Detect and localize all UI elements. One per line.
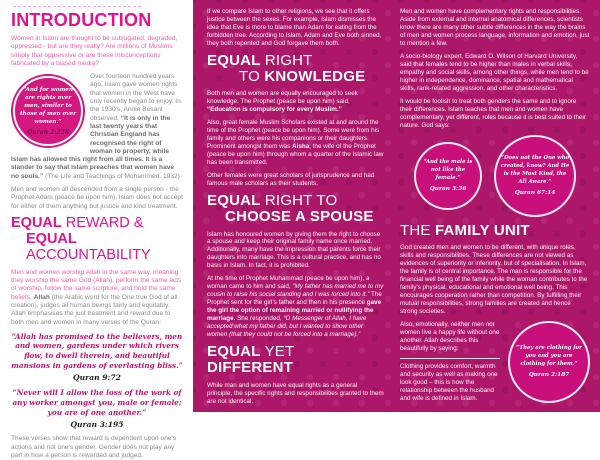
quote-reference: Quran 67:14 — [514, 190, 556, 197]
adam-paragraph: Men and women all descended from a single person - the Prophet Adam (peace be upon him). Islam does not accept for either of them anything but justice and kind treatment. — [11, 186, 183, 210]
quote-circles-row — [400, 135, 590, 217]
quote-reference: Quran 2:228 — [26, 129, 69, 137]
quote-circle-67-14 — [494, 135, 576, 217]
quote-circle-3-36 — [414, 142, 482, 210]
marriage-story-paragraph: At the time of Prophet Muhammad (peace be upon him), a woman came to him and said, “My father has married me to my cousin to raise his social standing and I was forced into it.” The Prophet sent for the girl's father and then in his presence gave the girl the option of remaining married or nullifying the marriage. She responded, “O Messenger of Allah, I have accepted what my father did, but I wanted to show other women (that they could not be forced into a marriage).” — [207, 275, 384, 339]
heading-line: EQUAL YET DIFFERENT — [207, 343, 295, 377]
middle-column — [193, 0, 393, 412]
spouse-choice-paragraph: Islam has honoured women by giving them the right to choose a spouse and keep their original family name once married. Additionally, many have the impression that parents force their daughters into marriage. This is a cultural practice, and has no basis in Islam. In fact, it is prohibited. — [207, 230, 381, 270]
quote-text: “And for women are rights over men, similar to those of men over women.” — [19, 86, 77, 126]
clothing-block — [400, 321, 590, 408]
right-column — [393, 0, 600, 412]
quote-text: “They are clothing for you and you are clothing for them.” — [516, 345, 582, 368]
intro-column — [0, 0, 193, 459]
heading-line: EQUAL ACCOUNTABILITY — [26, 230, 151, 263]
sociobiology-paragraph: A socio-biology expert, Edward O. Wilson of Harvard University, said that females tend to be higher than males in verbal skills, empathy and social skills, among other things, while men tend to be higher in independence, dominance, spatial and mathematical skills, rank-related aggression, and other characteristics. — [400, 52, 589, 92]
quote-text: “Does not the One who created, know? And He is the Most Kind, the All Aware.” — [500, 155, 570, 186]
quran-quote-9-72: “Allah has promised to the believers, men and women, gardens under which rivers flow, to dwell therein, and beautiful mansions in gardens of everlasting bliss.” — [11, 331, 183, 370]
equal-right-knowledge-heading — [207, 53, 384, 85]
quote-reference: Quran 2:187 — [528, 372, 570, 379]
quran-quote-3-195: “Never will I allow the loss of the work of any worker amongst you, male or female; you are of one another.” — [12, 388, 182, 417]
worship-paragraph: Men and women worship Allah in the same way, meaning they worship the same God (Allah), perform the same acts of worship, follow the same scripture, and hold the same beliefs. Allah (the Arabic word for the One true God of all creation), judges all human beings fairly and equitably. Allah emphasises the just treatment and reward due to both men and women in many verses of the Quran: — [11, 268, 182, 326]
pink-panel — [193, 0, 600, 412]
fold-mark — [13, 6, 141, 7]
choose-spouse-heading — [207, 193, 384, 225]
family-roles-paragraph: God created men and women to be different, with unique roles, skills and responsibilities. These differences are not viewed as evidences of superiority or inferiority, but of specialisation. In Islam, the family is of central importance. The man is responsible for the financial well being of the family while the woman contributes to the family's physical, educational and emotional well being. This encourages cooperation rather than competition. By fulfilling their mutual responsibilities, strong families are created and hence strong societies. — [400, 243, 588, 315]
heading-line: TO KNOWLEDGE — [239, 68, 366, 86]
heading-line: THE FAMILY UNIT — [400, 221, 530, 239]
intro-paragraph: Women in Islam are thought to be subjugated, degraded, oppressed - but are they really? Are millions of Muslims simply that oppressive or are these misconceptions fabricated by a biased media? — [11, 35, 178, 67]
heading-line: CHOOSE A SPOUSE — [225, 208, 374, 226]
heading-line: EQUAL RIGHT TO — [207, 192, 338, 210]
divider-rule — [400, 358, 500, 359]
quran-reference-3-195: Quran 3:195 — [70, 420, 124, 430]
family-unit-heading — [400, 223, 590, 239]
closing-paragraph: These verses show that reward is dependent upon one's actions and not one's gender. Gender does not play any part in how a person is rewarded and judged. — [11, 435, 177, 459]
quran-reference-9-72: Quran 9:72 — [73, 373, 121, 383]
equal-yet-different-heading — [207, 344, 384, 376]
history-block — [11, 73, 183, 181]
emotional-paragraph: Also, emotionally, neither men nor women live a happy life without one another. Allah describes this beautifully by saying: — [400, 320, 500, 352]
history-paragraph: Over fourteen hundred years ago, Islam gave women rights that women in the West have only recently began to enjoy. In the 1930's, Annie Besant observed, “It is only in the last twenty years that Christian England has recognised the right of woman to property, while Islam has allowed this right from all times. It is a slander to say that Islam preaches that women have no souls.” (The Life and Teachings of Mohammed, 1932) — [11, 73, 181, 180]
equal-reward-heading — [11, 216, 183, 264]
foolish-paragraph: It would be foolish to treat both genders the same and to ignore their differences. Islam teaches that men and women have complementary, yet different, roles because it is best suited to their nature. God says: — [400, 97, 586, 129]
complementary-paragraph: Men and women have complementary rights and responsibilities. Aside from external and internal anatomical differences, scientists know there are many other subtle differences in the way the brains of men and women process language, information and emotion, just to mention a few. — [400, 8, 590, 47]
quote-circle-2-187 — [508, 321, 590, 403]
heading-line: EQUAL REWARD & — [11, 214, 144, 231]
intro-title: INTRODUCTION — [11, 10, 152, 30]
education-paragraph: Both men and women are equally encouraged to seek knowledge. The Prophet (peace be upon him) said, “Education is compulsory for every Muslim.” — [207, 90, 358, 114]
female-scholars-paragraph: Other females were great scholars of jurisprudence and had famous male scholars as their students. — [207, 172, 375, 188]
clothing-text — [400, 321, 500, 408]
quote-text: “And the male is not like the female.” — [423, 159, 473, 182]
heading-line: EQUAL RIGHT — [207, 51, 313, 69]
compare-religions-paragraph: If we compare Islam to other religions, we see that it offers justice between the sexes. For example, Islam dismisses the idea that Eve is more to blame than Adam for eating from the forbidden tree. According to Islam, Adam and Eve both sinned, they both repented and God forgave them both. — [207, 8, 382, 47]
not-identical-paragraph: While man and women have equal rights as a general principle, the specific rights and responsibilities granted to them are not identical. — [207, 381, 384, 405]
quote-circle-2-228 — [13, 76, 83, 146]
clothing-paragraph: Clothing provides comfort, warmth and security as well as making one look good – this is how the relationship between the husband and wife is defined in Islam. — [400, 362, 498, 402]
quote-reference: Quran 3:36 — [429, 186, 467, 193]
scholars-paragraph: Also, great female Muslim Scholars existed at and around the time of the Prophet (peace be upon him). Some were from his family and others were his companions or their daughters. Prominent amongst them was Aisha, the wife of the Prophet (peace be upon him) through whom a quarter of the Islamic law has been transmitted. — [207, 119, 384, 167]
